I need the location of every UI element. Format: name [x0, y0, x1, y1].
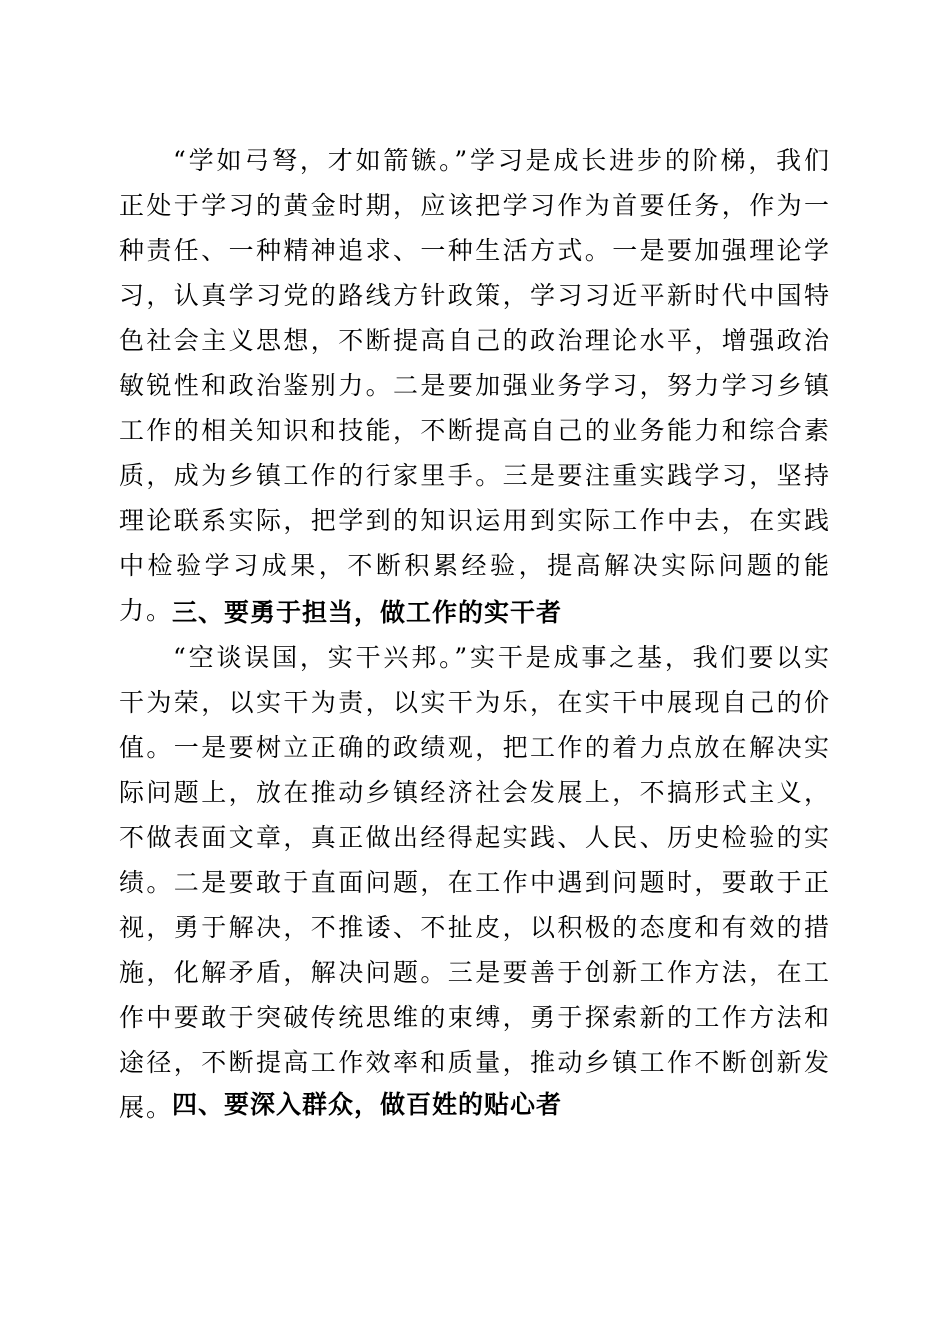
section-heading-3: 三、要勇于担当，做工作的实干者	[172, 598, 563, 627]
paragraph-responsibility: “空谈误国，实干兴邦。”实干是成事之基，我们要以实干为荣，以实干为责，以实干为乐，在实干中展现自己的价值。一是要树立正确的政绩观，把工作的着力点放在解决实际问题上，放在推动乡镇经济社会发展上，不搞形式主义，不做表面文章，真正做出经得起实践、人民、历史检验的实绩。二是要敢于直面问题，在工作中遇到问题时，要敢于正视，勇于解决，不推诿、不扯皮，以积极的态度和有效的措施，化解矛盾，解决问题。三是要善于创新工作方法，在工作中要敢于突破传统思维的束缚，勇于探索新的工作方法和途径，不断提高工作效率和质量，推动乡镇工作不断创新发展。	[119, 643, 831, 1122]
paragraph-study: “学如弓弩，才如箭镞。”学习是成长进步的阶梯，我们正处于学习的黄金时期，应该把学习作为首要任务，作为一种责任、一种精神追求、一种生活方式。一是要加强理论学习，认真学习党的路线方针政策，学习习近平新时代中国特色社会主义思想，不断提高自己的政治理论水平，增强政治敏锐性和政治鉴别力。二是要加强业务学习，努力学习乡镇工作的相关知识和技能，不断提高自己的业务能力和综合素质，成为乡镇工作的行家里手。三是要注重实践学习，坚持理论联系实际，把学到的知识运用到实际工作中去，在实践中检验学习成果，不断积累经验，提高解决实际问题的能力。	[119, 146, 831, 625]
section-heading-4: 四、要深入群众，做百姓的贴心者	[172, 1090, 563, 1119]
